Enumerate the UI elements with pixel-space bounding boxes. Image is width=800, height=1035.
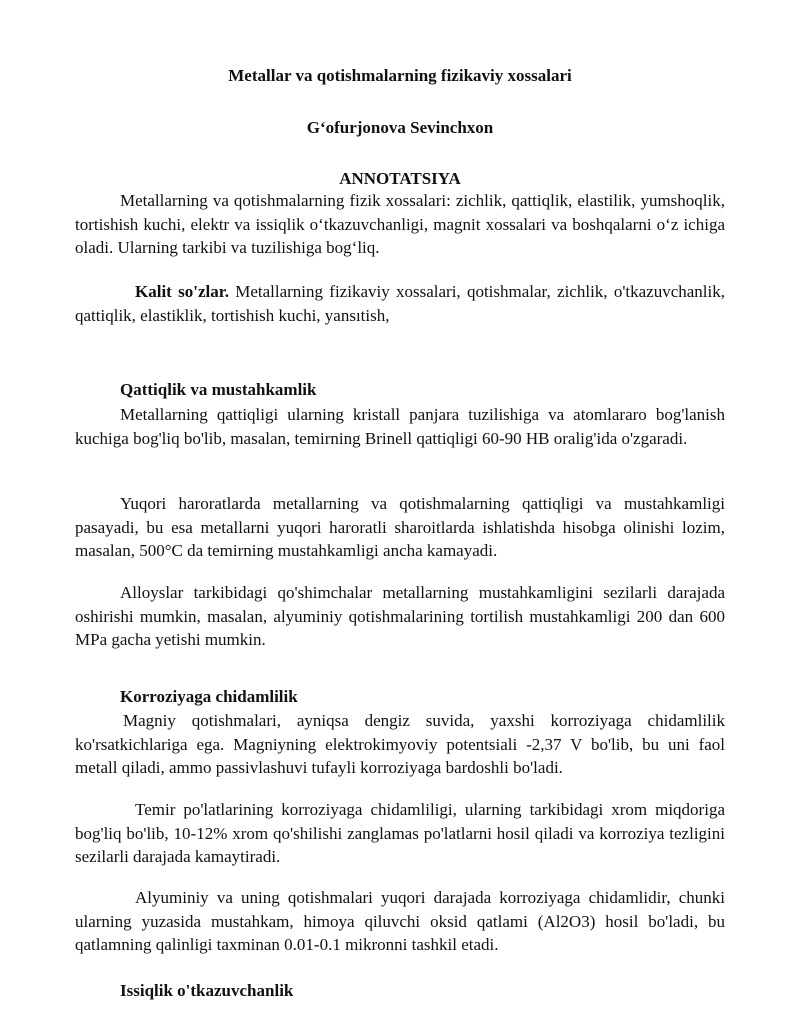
section-heading-corrosion: Korroziyaga chidamlilik	[120, 687, 298, 706]
paragraph: Temir po'latlarining korroziyaga chidamliligi, ularning tarkibidagi xrom miqdoriga bog'liq bo'lib, 10-12% xrom qo'shilishi zanglamas po'latlarni hosil qiladi va korroziya tezligini sezilarli darajada kamaytiradi.	[75, 800, 725, 866]
keywords-text: Metallarning fizikaviy xossalari, qotishmalar, zichlik, o'tkazuvchanlik, qattiqlik, elastiklik, tortishish kuchi, yansıtish,	[75, 282, 725, 325]
document-title: Metallar va qotishmalarning fizikaviy xossalari	[228, 66, 572, 85]
author-name: G‘ofurjonova Sevinchxon	[306, 118, 494, 137]
paragraph: Magniy qotishmalari, ayniqsa dengiz suvida, yaxshi korroziyaga chidamlilik ko'rsatkichlariga ega. Magniyning elektrokimyoviy potentsiali -2,37 V bo'lib, bu uni faol metall qiladi, ammo passivlashuvi tufayli korroziyaga bardoshli bo'ladi.	[75, 711, 725, 777]
annotation-paragraph: Metallarning va qotishmalarning fizik xossalari: zichlik, qattiqlik, elastilik, yumshoqlik, tortishish kuchi, elektr va issiqlik o‘tkazuvchanligi, magnit xossalari va boshqalarni o‘z ichiga oladi. Ularning tarkibi va tuzilishiga bog‘liq.	[75, 191, 725, 257]
keywords-label: Kalit so'zlar.	[135, 282, 229, 301]
keywords-paragraph	[75, 280, 725, 327]
section-heading-hardness: Qattiqlik va mustahkamlik	[120, 380, 317, 399]
paragraph: Yuqori haroratlarda metallarning va qotishmalarning qattiqligi va mustahkamligi pasayadi, bu esa metallarni yuqori haroratli sharoitlarda ishlatishda hisobga olinishi lozim, masalan, 500°C da temirning mustahkamligi ancha kamayadi.	[75, 494, 725, 560]
paragraph: Alloyslar tarkibidagi qo'shimchalar metallarning mustahkamligini sezilarli darajada oshirishi mumkin, masalan, alyuminiy qotishmalarining tortilish mustahkamligi 200 dan 600 MPa gacha yetishi mumkin.	[75, 583, 725, 649]
paragraph: Alyuminiy va uning qotishmalari yuqori darajada korroziyaga chidamlidir, chunki ularning yuzasida mustahkam, himoya qiluvchi oksid qatlami (Al2O3) hosil bo'ladi, bu qatlamning qalinligi taxminan 0.01-0.1 mikronni tashkil etadi.	[75, 888, 725, 954]
annotation-heading: ANNOTATSIYA	[339, 169, 461, 188]
paragraph: Metallarning qattiqligi ularning kristall panjara tuzilishiga va atomlararo bog'lanish kuchiga bog'liq bo'lib, masalan, temirning Brinell qattiqligi 60-90 HB oralig'ida o'zgaradi.	[75, 405, 725, 448]
section-heading-thermal: Issiqlik o'tkazuvchanlik	[120, 981, 294, 1000]
